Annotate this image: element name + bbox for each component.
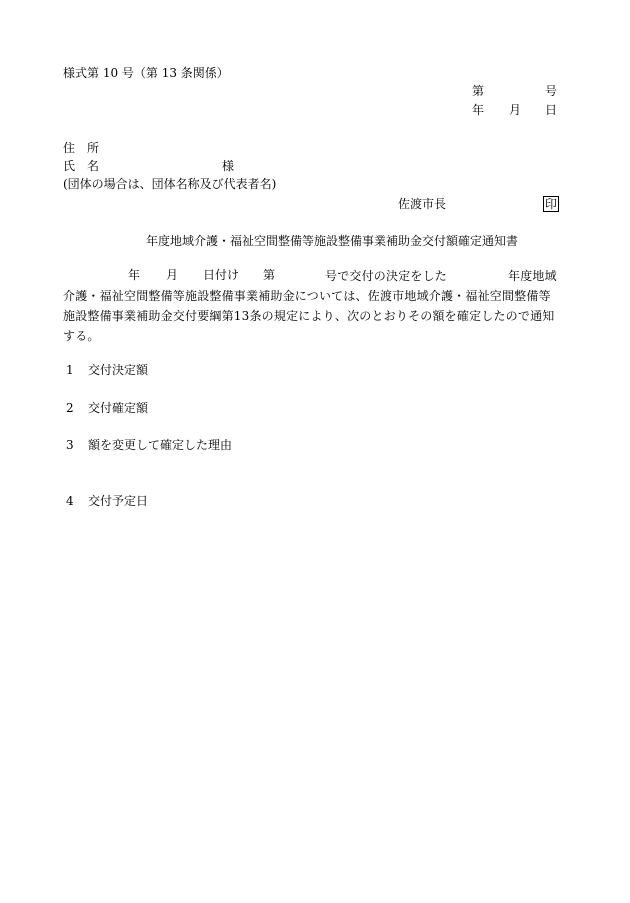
body-nen: 年 <box>128 268 141 282</box>
doc-number-dai: 第 <box>472 84 485 98</box>
item-2-number: 2 <box>66 401 74 415</box>
body-sentence: 号で交付の決定をした 年度地域介護・福祉空間整備等施設整備事業補助金については、佐渡市地域介護・福祉空間整備等施設整備事業補助金交付要綱第13条の規定により、次のとおりその額を確定したので通知する。 <box>63 269 557 343</box>
seal-mark <box>543 195 559 213</box>
item-1-number: 1 <box>66 363 74 377</box>
body-dai: 第 <box>263 268 276 282</box>
date-nen: 年 <box>472 103 485 117</box>
doc-title: 年度地域介護・福祉空間整備等施設整備事業補助金交付額確定通知書 <box>146 234 519 248</box>
date-hi: 日 <box>545 103 558 117</box>
date-tsuki: 月 <box>509 103 522 117</box>
address-label: 住 所 <box>63 141 100 155</box>
group-note: (団体の場合は、団体名称及び代表者名) <box>63 177 277 191</box>
honorific: 様 <box>222 159 235 173</box>
item-4-label: 交付予定日 <box>88 494 149 508</box>
name-label: 氏 名 <box>63 159 100 173</box>
body-tsuki: 月 <box>166 268 179 282</box>
item-1-label: 交付決定額 <box>88 363 149 377</box>
item-2-label: 交付確定額 <box>88 401 149 415</box>
doc-number-gou: 号 <box>545 84 558 98</box>
body-paragraph <box>63 266 561 346</box>
form-label: 様式第 10 号（第 13 条関係） <box>63 66 229 80</box>
item-4-number: 4 <box>66 494 74 508</box>
issuer-title: 佐渡市長 <box>398 197 447 211</box>
seal-box: 印 <box>545 197 558 211</box>
item-3-number: 3 <box>66 438 74 452</box>
item-3-label: 額を変更して確定した理由 <box>88 438 233 452</box>
body-hizuke: 日付け <box>203 268 240 282</box>
